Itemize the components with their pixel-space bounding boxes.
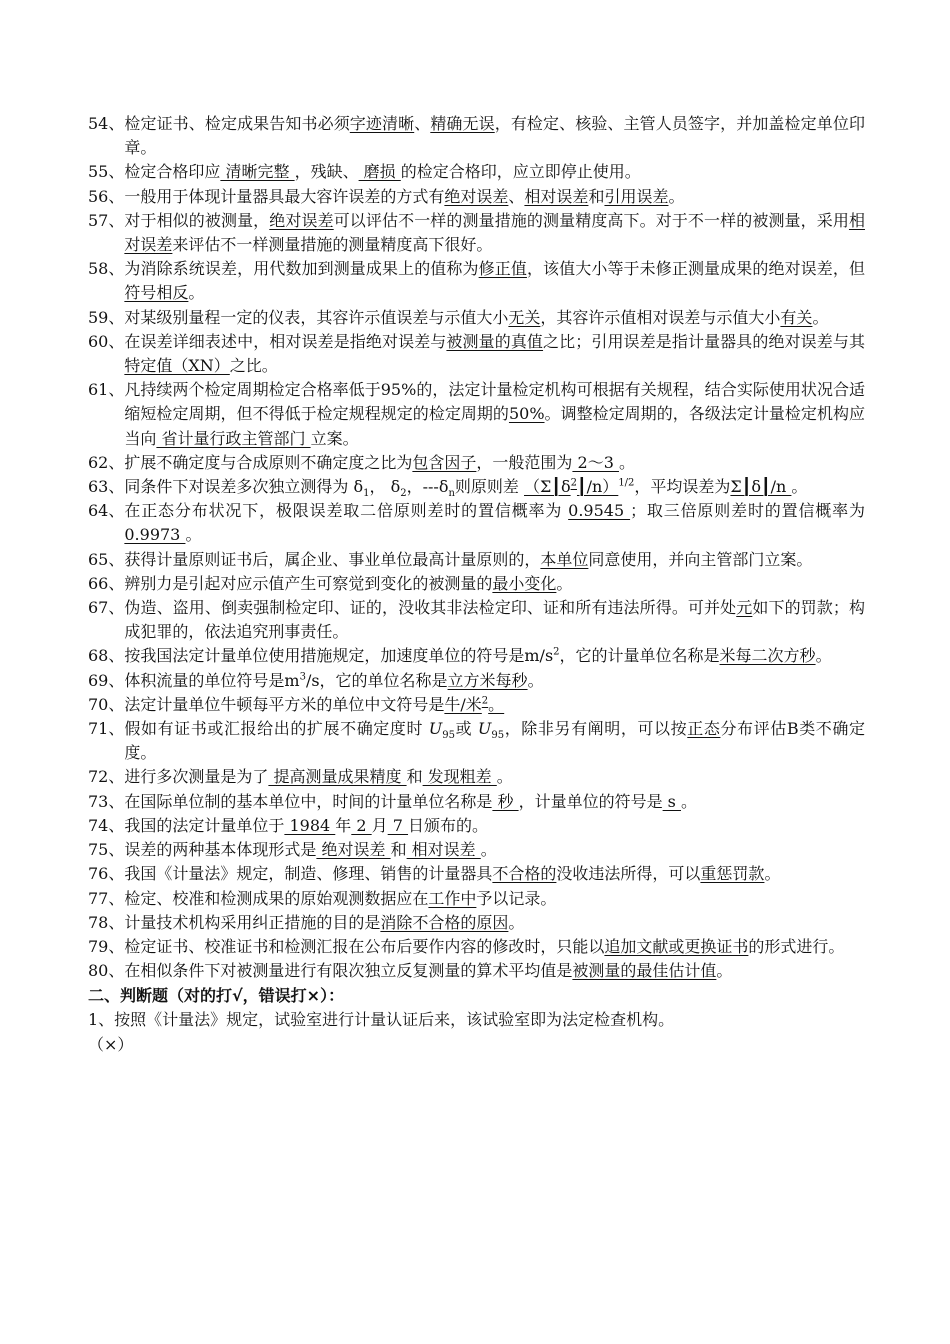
item-text [124,693,865,717]
item-text [124,572,865,596]
answer-blank: 米每二次方秒 [719,646,816,666]
text-span: 和 [406,767,423,787]
text-span: n [448,488,455,500]
document-page [88,112,865,1057]
answer-blank: ┃/n） [576,477,619,497]
text-span: 。 [188,283,205,303]
item-number: 58、 [88,259,125,279]
text-span: 2 [553,647,560,659]
text-span: 。 [716,961,733,981]
answer-blank: 绝对误差 [316,840,391,860]
answer-blank: 引用误差 [604,186,669,206]
item-text [124,548,865,572]
text-span: 。 [764,864,781,884]
answer-blank: 被测量的真值 [446,331,544,351]
answer-blank: 元 [736,598,753,618]
text-span: 。 [527,670,544,690]
list-item [88,644,865,668]
list-item [88,935,865,959]
text-span: 在误差详细表述中，相对误差是指绝对误差与 [124,331,447,351]
text-span: ，一般范围为 [476,452,573,472]
text-span: 。 [185,525,202,545]
text-span: 之比；引用误差是指计量器具的绝对误差与其 [543,331,865,351]
item-number: 74、 [88,815,125,835]
list-item [88,160,865,184]
list-item [88,887,865,911]
text-span: 年 [335,815,352,835]
answer-blank: 磨损 [358,162,401,182]
text-span: 2 [400,488,407,500]
item-number: 72、 [88,767,125,787]
text-span: 体积流量的单位符号是m [124,670,300,690]
text-span: 和 [390,840,407,860]
answer-blank: 有关 [780,307,813,327]
item-number: 67、 [88,598,125,618]
text-span: ，残缺、 [294,162,359,182]
item-text [124,499,865,547]
item-text [124,935,865,959]
list-item [88,209,865,257]
item-number: 80、 [88,961,125,981]
list-item [88,451,865,475]
judge-question-1: 1、按照《计量法》规定，试验室进行计量认证后来，该试验室即为法定检查机构。 [88,1010,675,1030]
item-text [124,790,865,814]
item-text [124,644,865,668]
item-text [124,451,865,475]
item-number: 60、 [88,331,125,351]
text-span: /s，它的单位名称是 [305,670,448,690]
answer-blank: 无关 [508,307,541,327]
answer-blank: 省计量行政主管部门 [156,428,311,448]
item-number: 63、 [88,477,125,497]
text-span: 在正态分布状况下，极限误差取二倍原则差时的置信概率为 [124,501,569,521]
text-span: 。调整检定周期的，各级法定计量检定机构应当向 [124,404,865,448]
answer-blank: 发现粗差 [422,767,497,787]
list-item [88,378,865,451]
answer-blank: 绝对误差 [444,186,509,206]
item-text [124,717,865,765]
answer-blank: 包含因子 [412,452,477,472]
item-number: 71、 [88,719,125,739]
item-number: 65、 [88,549,125,569]
list-item [88,693,865,717]
item-number: 56、 [88,186,125,206]
text-span: 辨别力是引起对应示值产生可察觉到变化的被测量的 [124,573,493,593]
item-number: 70、 [88,694,125,714]
text-span: 扩展不确定度与合成原则不确定度之比为 [124,452,413,472]
answer-blank: 追加文献或更换证书 [604,936,749,956]
text-span: 获得计量原则证书后，属企业、事业单位最高计量原则的， [124,549,541,569]
item-text [124,378,865,451]
text-span: 3 [299,671,306,683]
answer-blank: 不合格的 [492,864,557,884]
answer-blank: 2 [481,695,489,707]
item-text [124,209,865,257]
answer-blank: 相对误差 [406,840,481,860]
text-span: ，有检定、核验、主管人员签字，并加盖检定单位印章。 [124,114,865,158]
text-span: 立案。 [310,428,359,448]
answer-blank: s [662,791,681,811]
list-item [88,499,865,547]
answer-blank: 2 [570,477,577,489]
answer-blank: 本单位 [540,549,589,569]
text-span: 一般用于体现计量器具最大容许误差的方式有 [124,186,445,206]
list-item [88,548,865,572]
item-text [124,112,865,160]
list-item [88,257,865,305]
list-item [88,765,865,789]
answer-blank: 1984 [284,815,336,835]
answer-blank: （Σ┃δ [524,477,571,497]
text-span: 的检定合格印，应立即停止使用。 [400,162,641,182]
text-span: 。 [680,791,697,811]
item-text [124,330,865,378]
text-span: 检定、校准和检测成果的原始观测数据应在 [124,888,429,908]
text-span: 则原则差 [454,477,524,497]
text-span: 按我国法定计量单位使用措施规定，加速度单位的符号是m/s [124,646,554,666]
item-text [124,257,865,305]
text-span: 95 [491,730,505,742]
item-text [124,862,865,886]
text-span: 。 [618,452,635,472]
answer-blank: 工作中 [428,888,477,908]
text-span: 伪造、盗用、倒卖强制检定印、证的，没收其非法检定印、证和所有违法所得。可并处 [124,598,737,618]
answer-blank: 绝对误差 [269,210,334,230]
answer-blank: 牛/米 [444,694,482,714]
text-span: 。 [791,477,808,497]
item-number: 61、 [88,380,125,400]
item-text [124,838,865,862]
text-span: 和 [588,186,605,206]
judge-answer-1: （×） [88,1034,134,1054]
text-span: 。 [812,307,829,327]
text-span: 误差的两种基本体现形式是 [124,840,317,860]
text-span: 95 [442,730,455,742]
text-span: 日颁布的。 [408,815,489,835]
list-item [88,185,865,209]
text-span: ；取三倍原则差时的置信概率为 [630,501,865,521]
answer-blank: 特定值（XN） [124,356,230,376]
answer-blank: 相对误差 [124,210,865,255]
item-text [124,887,865,911]
text-span: 没收违法所得，可以 [556,864,701,884]
text-span: U [477,719,492,739]
item-number: 69、 [88,670,125,690]
text-span: 。 [668,186,685,206]
answer-blank: 修正值 [478,259,527,279]
answer-blank: 被测量的最佳估计值 [572,961,717,981]
text-span: 1 [363,488,370,500]
list-item [88,911,865,935]
answer-blank: Σ┃δ┃/n [730,477,792,497]
item-number: 64、 [88,501,125,521]
text-span: ，该值大小等于未修正测量成果的绝对误差，但 [526,259,865,279]
answer-blank: 7 [387,815,409,835]
text-span: 我国的法定计量单位于 [124,815,285,835]
item-number: 62、 [88,452,125,472]
item-number: 75、 [88,840,125,860]
text-span: 假如有证书或汇报给出的扩展不确定度时 [124,719,429,739]
item-text [124,765,865,789]
text-span: 同条件下对误差多次独立测得为 δ [124,477,364,497]
text-span: 检定证书、校准证书和检测汇报在公布后要作内容的修改时，只能以 [124,936,605,956]
text-span: ， δ [369,477,401,497]
item-number: 68、 [88,646,125,666]
list-item [88,862,865,886]
answer-blank: 字迹清晰 [349,114,415,133]
text-span: ，计量单位的符号是 [518,791,663,811]
item-number: 76、 [88,864,125,884]
answer-blank: 相对误差 [524,186,589,206]
answer-blank: 0.9973 [124,525,186,545]
answer-blank: 消除不合格的原因 [380,912,509,932]
item-number: 55、 [88,162,125,182]
text-span: 来评估不一样测量措施的测量精度高下很好。 [172,235,493,255]
item-number: 57、 [88,210,125,230]
section-title: 二、判断题（对的打√，错误打×）： [88,986,345,1006]
answer-blank: 提高测量成果精度 [268,767,407,787]
text-span: 进行多次测量是为了 [124,767,269,787]
text-span: 计量技术机构采用纠正措施的目的是 [124,912,381,932]
text-span: 法定计量单位牛顿每平方米的单位中文符号是 [124,694,445,714]
text-span: 。 [815,646,832,666]
text-span: 为消除系统误差，用代数加到测量成果上的值称为 [124,259,479,279]
list-item [88,838,865,862]
item-number: 77、 [88,888,125,908]
item-text [124,814,865,838]
text-span: 的形式进行。 [748,936,845,956]
text-span: 检定证书、检定成果告知书必须 [124,114,350,133]
text-span: 。 [556,573,573,593]
item-number: 73、 [88,791,125,811]
text-span: 对某级别量程一定的仪表，其容许示值误差与示值大小 [124,307,509,327]
text-span: 。 [480,840,497,860]
item-text [124,160,865,184]
item-text [124,185,865,209]
answer-blank: 0.9545 [568,501,631,521]
list-item [88,814,865,838]
text-span: 、 [414,114,431,133]
text-span: 月 [371,815,388,835]
fill-in-items [88,112,865,983]
item-text [124,959,865,983]
item-number: 78、 [88,912,125,932]
item-text [124,669,865,693]
text-span: ，其容许示值相对误差与示值大小 [540,307,781,327]
text-span: 1/2 [618,477,635,489]
answer-blank: 立方米每秒 [447,670,528,690]
list-item [88,112,865,160]
item-text [124,911,865,935]
answer-blank: 重惩罚款 [700,864,765,884]
answer-blank: 50% [508,404,545,424]
answer-blank: 。 [488,694,505,714]
list-item [88,330,865,378]
answer-blank: 秒 [492,791,519,811]
text-span: 予以记录。 [476,888,557,908]
answer-blank: 正态 [687,719,721,739]
text-span: ，除非另有阐明，可以按 [504,719,688,739]
answer-blank: 清晰完整 [220,162,295,182]
answer-blank: 2 [351,815,372,835]
text-span: 我国《计量法》规定，制造、修理、销售的计量器具 [124,864,493,884]
text-span: 之比。 [229,356,278,376]
answer-blank: 符号相反 [124,283,189,303]
item-number: 66、 [88,573,125,593]
text-span: ，---δ [406,477,449,497]
text-span: 在国际单位制的基本单位中，时间的计量单位名称是 [124,791,493,811]
text-span: 检定合格印应 [124,162,221,182]
list-item [88,959,865,983]
text-span: 在相似条件下对被测量进行有限次独立反复测量的算术平均值是 [124,961,573,981]
text-span: 凡持续两个检定周期检定合格率低于95%的，法定计量检定机构可根据有关规程，结合实际使用状况合适缩短检定周期，但不得低于检定规程规定的检定周期的 [124,380,865,424]
text-span: 。 [508,912,525,932]
answer-blank: 精确无误 [430,114,495,133]
text-span: 可以评估不一样的测量措施的测量精度高下。对于不一样的被测量，采用 [333,210,849,230]
item-text [124,596,865,644]
item-text [124,475,865,499]
text-span: U [428,719,443,739]
list-item [88,306,865,330]
list-item [88,572,865,596]
text-span: 如下的罚款；构成犯罪的，依法追究刑事责任。 [124,598,865,642]
answer-blank: 最小变化 [492,573,557,593]
text-span: 同意使用，并向主管部门立案。 [588,549,813,569]
item-number: 79、 [88,936,125,956]
text-span: ，平均误差为 [634,477,731,497]
text-span: 或 [455,719,478,739]
text-span: 分布评估B类不确定度。 [124,719,865,763]
item-text [124,306,865,330]
item-number: 54、 [88,114,125,133]
list-item [88,596,865,644]
item-number: 59、 [88,307,125,327]
text-span: 、 [508,186,525,206]
list-item [88,717,865,765]
text-span: 对于相似的被测量， [124,210,270,230]
list-item [88,475,865,499]
list-item [88,669,865,693]
answer-blank: 2～3 [572,452,619,472]
list-item [88,790,865,814]
text-span: 。 [496,767,513,787]
text-span: ，它的计量单位名称是 [559,646,720,666]
